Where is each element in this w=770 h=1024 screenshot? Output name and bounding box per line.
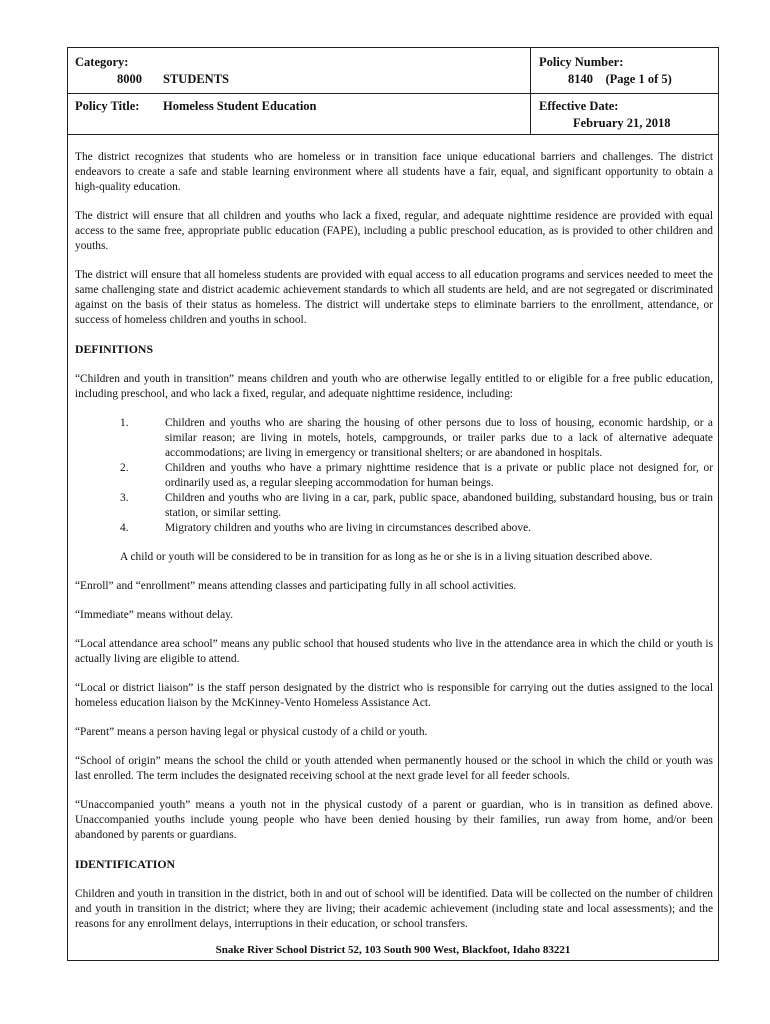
- list-number: 4.: [120, 522, 129, 534]
- definitions-heading: DEFINITIONS: [75, 342, 154, 356]
- list-text: Children and youths who are sharing the housing of other persons due to loss of housing, economic hardship, or a similar reason; are living in motels, hotels, campgrounds, or trailer parks due to a lack of alternative adequate accommodations; are living in emergency or transitional shelters; or are abandoned in hospitals.: [165, 417, 713, 459]
- list-item: [75, 491, 713, 521]
- identification-paragraph: Children and youth in transition in the district, both in and out of school will be identified. Data will be collected on the number of children and youth in transition in the district; where they are living; their academic achievement (including state and local assessments); and the reasons for any enrollment delays, interruptions in their education, or school transfers.: [75, 888, 713, 930]
- policy-document: [67, 47, 719, 961]
- category-number: 8000: [117, 72, 142, 86]
- list-number: 1.: [120, 417, 129, 429]
- policy-title-label: Policy Title:: [75, 99, 140, 113]
- intro-paragraph: The district will ensure that all children and youths who lack a fixed, regular, and adequate nighttime residence are provided with equal access to the same free, appropriate public education (FAPE), including a public preschool education, as is provided to other children and youths.: [75, 210, 713, 252]
- definition-paragraph: “Immediate” means without delay.: [75, 609, 234, 621]
- policy-body: [75, 150, 713, 946]
- policy-number-value: 8140 (Page 1 of 5): [568, 72, 672, 86]
- policy-number-label: Policy Number:: [539, 55, 624, 69]
- identification-heading: IDENTIFICATION: [75, 857, 176, 871]
- category-label: Category:: [75, 55, 129, 69]
- definition-paragraph: “Local attendance area school” means any public school that housed students who live in the attendance area in which the child or youth is actually living are eligible to attend.: [75, 638, 713, 665]
- transition-note: A child or youth will be considered to be in transition for as long as he or she is in a living situation described above.: [120, 551, 653, 563]
- list-text: Children and youths who are living in a car, park, public space, abandoned building, substandard housing, bus or train station, or similar setting.: [165, 492, 713, 519]
- header-row-divider: [68, 93, 718, 94]
- intro-paragraph: The district will ensure that all homeless students are provided with equal access to all education programs and services needed to meet the same challenging state and district academic achievement standards to which all students are held, and are not segregated or discriminated against on the basis of their status as homeless. The district will undertake steps to eliminate barriers to the enrollment, attendance, or success of homeless children and youths in school.: [75, 269, 713, 326]
- policy-header: [68, 48, 718, 135]
- header-column-divider: [530, 48, 531, 134]
- district-footer: Snake River School District 52, 103 South 900 West, Blackfoot, Idaho 83221: [215, 944, 571, 956]
- definition-paragraph: “Enroll” and “enrollment” means attending classes and participating fully in all school activities.: [75, 580, 517, 592]
- definition-paragraph: “School of origin” means the school the child or youth attended when permanently housed or the school in which the child or youth was last enrolled. The term includes the designated receiving school at the next grade level for all feeder schools.: [75, 755, 713, 782]
- definition-paragraph: “Local or district liaison” is the staff person designated by the district who is responsible for carrying out the duties assigned to the local homeless education liaison by the McKinney-Vento Homeless Assistance Act.: [75, 682, 713, 709]
- list-item: [75, 521, 713, 536]
- effective-date-label: Effective Date:: [539, 99, 619, 113]
- effective-date-value: February 21, 2018: [573, 116, 671, 130]
- transition-criteria-list: [75, 416, 713, 536]
- list-number: 3.: [120, 492, 129, 504]
- intro-paragraph: The district recognizes that students who are homeless or in transition face unique educational barriers and challenges. The district endeavors to create a safe and stable learning environment where all students have a fair, equal, and significant opportunity to obtain a high-quality education.: [75, 151, 713, 193]
- category-name: STUDENTS: [163, 72, 229, 86]
- list-item: [75, 461, 713, 491]
- definition-paragraph: “Unaccompanied youth” means a youth not in the physical custody of a parent or guardian, who is in transition as defined above. Unaccompanied youths include young people who have been denied housing by their families, run away from home, and/or been abandoned by parents or guardians.: [75, 799, 713, 841]
- list-number: 2.: [120, 462, 129, 474]
- policy-title-value: Homeless Student Education: [163, 99, 317, 113]
- children-definition: “Children and youth in transition” means children and youth who are otherwise legally entitled to or eligible for a free public education, including preschool, and who lack a fixed, regular, and adequate nighttime residence, including:: [75, 373, 713, 400]
- definition-paragraph: “Parent” means a person having legal or physical custody of a child or youth.: [75, 726, 428, 738]
- list-item: [75, 416, 713, 461]
- list-text: Migratory children and youths who are living in circumstances described above.: [165, 522, 531, 534]
- list-text: Children and youths who have a primary nighttime residence that is a private or public place not designed for, or ordinarily used as, a regular sleeping accommodation for human beings.: [165, 462, 713, 489]
